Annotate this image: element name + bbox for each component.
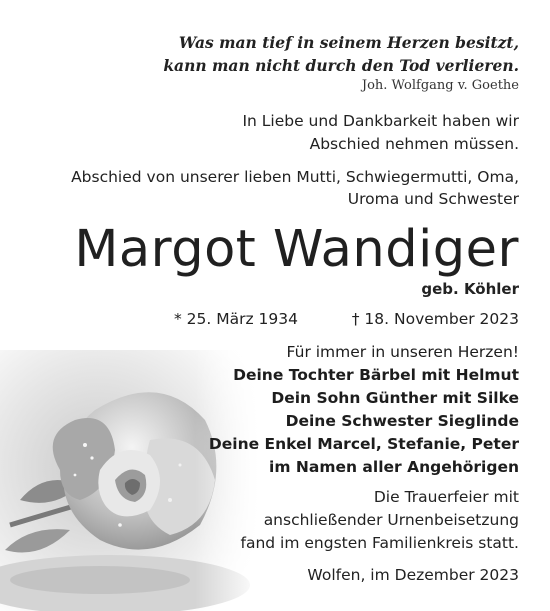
service-line-3: fand im engsten Familienkreis statt. bbox=[240, 534, 519, 552]
mourner-line: Deine Enkel Marcel, Stefanie, Peter bbox=[208, 435, 519, 453]
quote-line-2: kann man nicht durch den Tod verlieren. bbox=[163, 56, 519, 75]
farewell-line-2: Uroma und Schwester bbox=[347, 190, 519, 208]
intro-line-2: Abschied nehmen müssen. bbox=[309, 135, 519, 153]
mourner-line: Für immer in unseren Herzen! bbox=[286, 343, 519, 361]
mourner-line: Dein Sohn Günther mit Silke bbox=[271, 389, 519, 407]
quote-author: Joh. Wolfgang v. Goethe bbox=[361, 78, 519, 93]
mourner-line: Deine Schwester Sieglinde bbox=[285, 412, 519, 430]
farewell-line-1: Abschied von unserer lieben Mutti, Schwiegermutti, Oma, bbox=[71, 168, 519, 186]
intro-line-1: In Liebe und Dankbarkeit haben wir bbox=[242, 112, 519, 130]
death-date: † 18. November 2023 bbox=[351, 310, 519, 328]
place-date: Wolfen, im Dezember 2023 bbox=[307, 566, 519, 584]
mourner-line: Deine Tochter Bärbel mit Helmut bbox=[233, 366, 519, 384]
service-line-1: Die Trauerfeier mit bbox=[373, 488, 519, 506]
birth-date: * 25. März 1934 bbox=[174, 310, 299, 328]
quote-line-1: Was man tief in seinem Herzen besitzt, bbox=[178, 33, 519, 52]
service-line-2: anschließender Urnenbeisetzung bbox=[263, 511, 519, 529]
mourner-line: im Namen aller Angehörigen bbox=[269, 458, 519, 476]
rose-image bbox=[0, 350, 260, 611]
deceased-name: Margot Wandiger bbox=[74, 220, 519, 279]
maiden-name: geb. Köhler bbox=[421, 280, 519, 298]
